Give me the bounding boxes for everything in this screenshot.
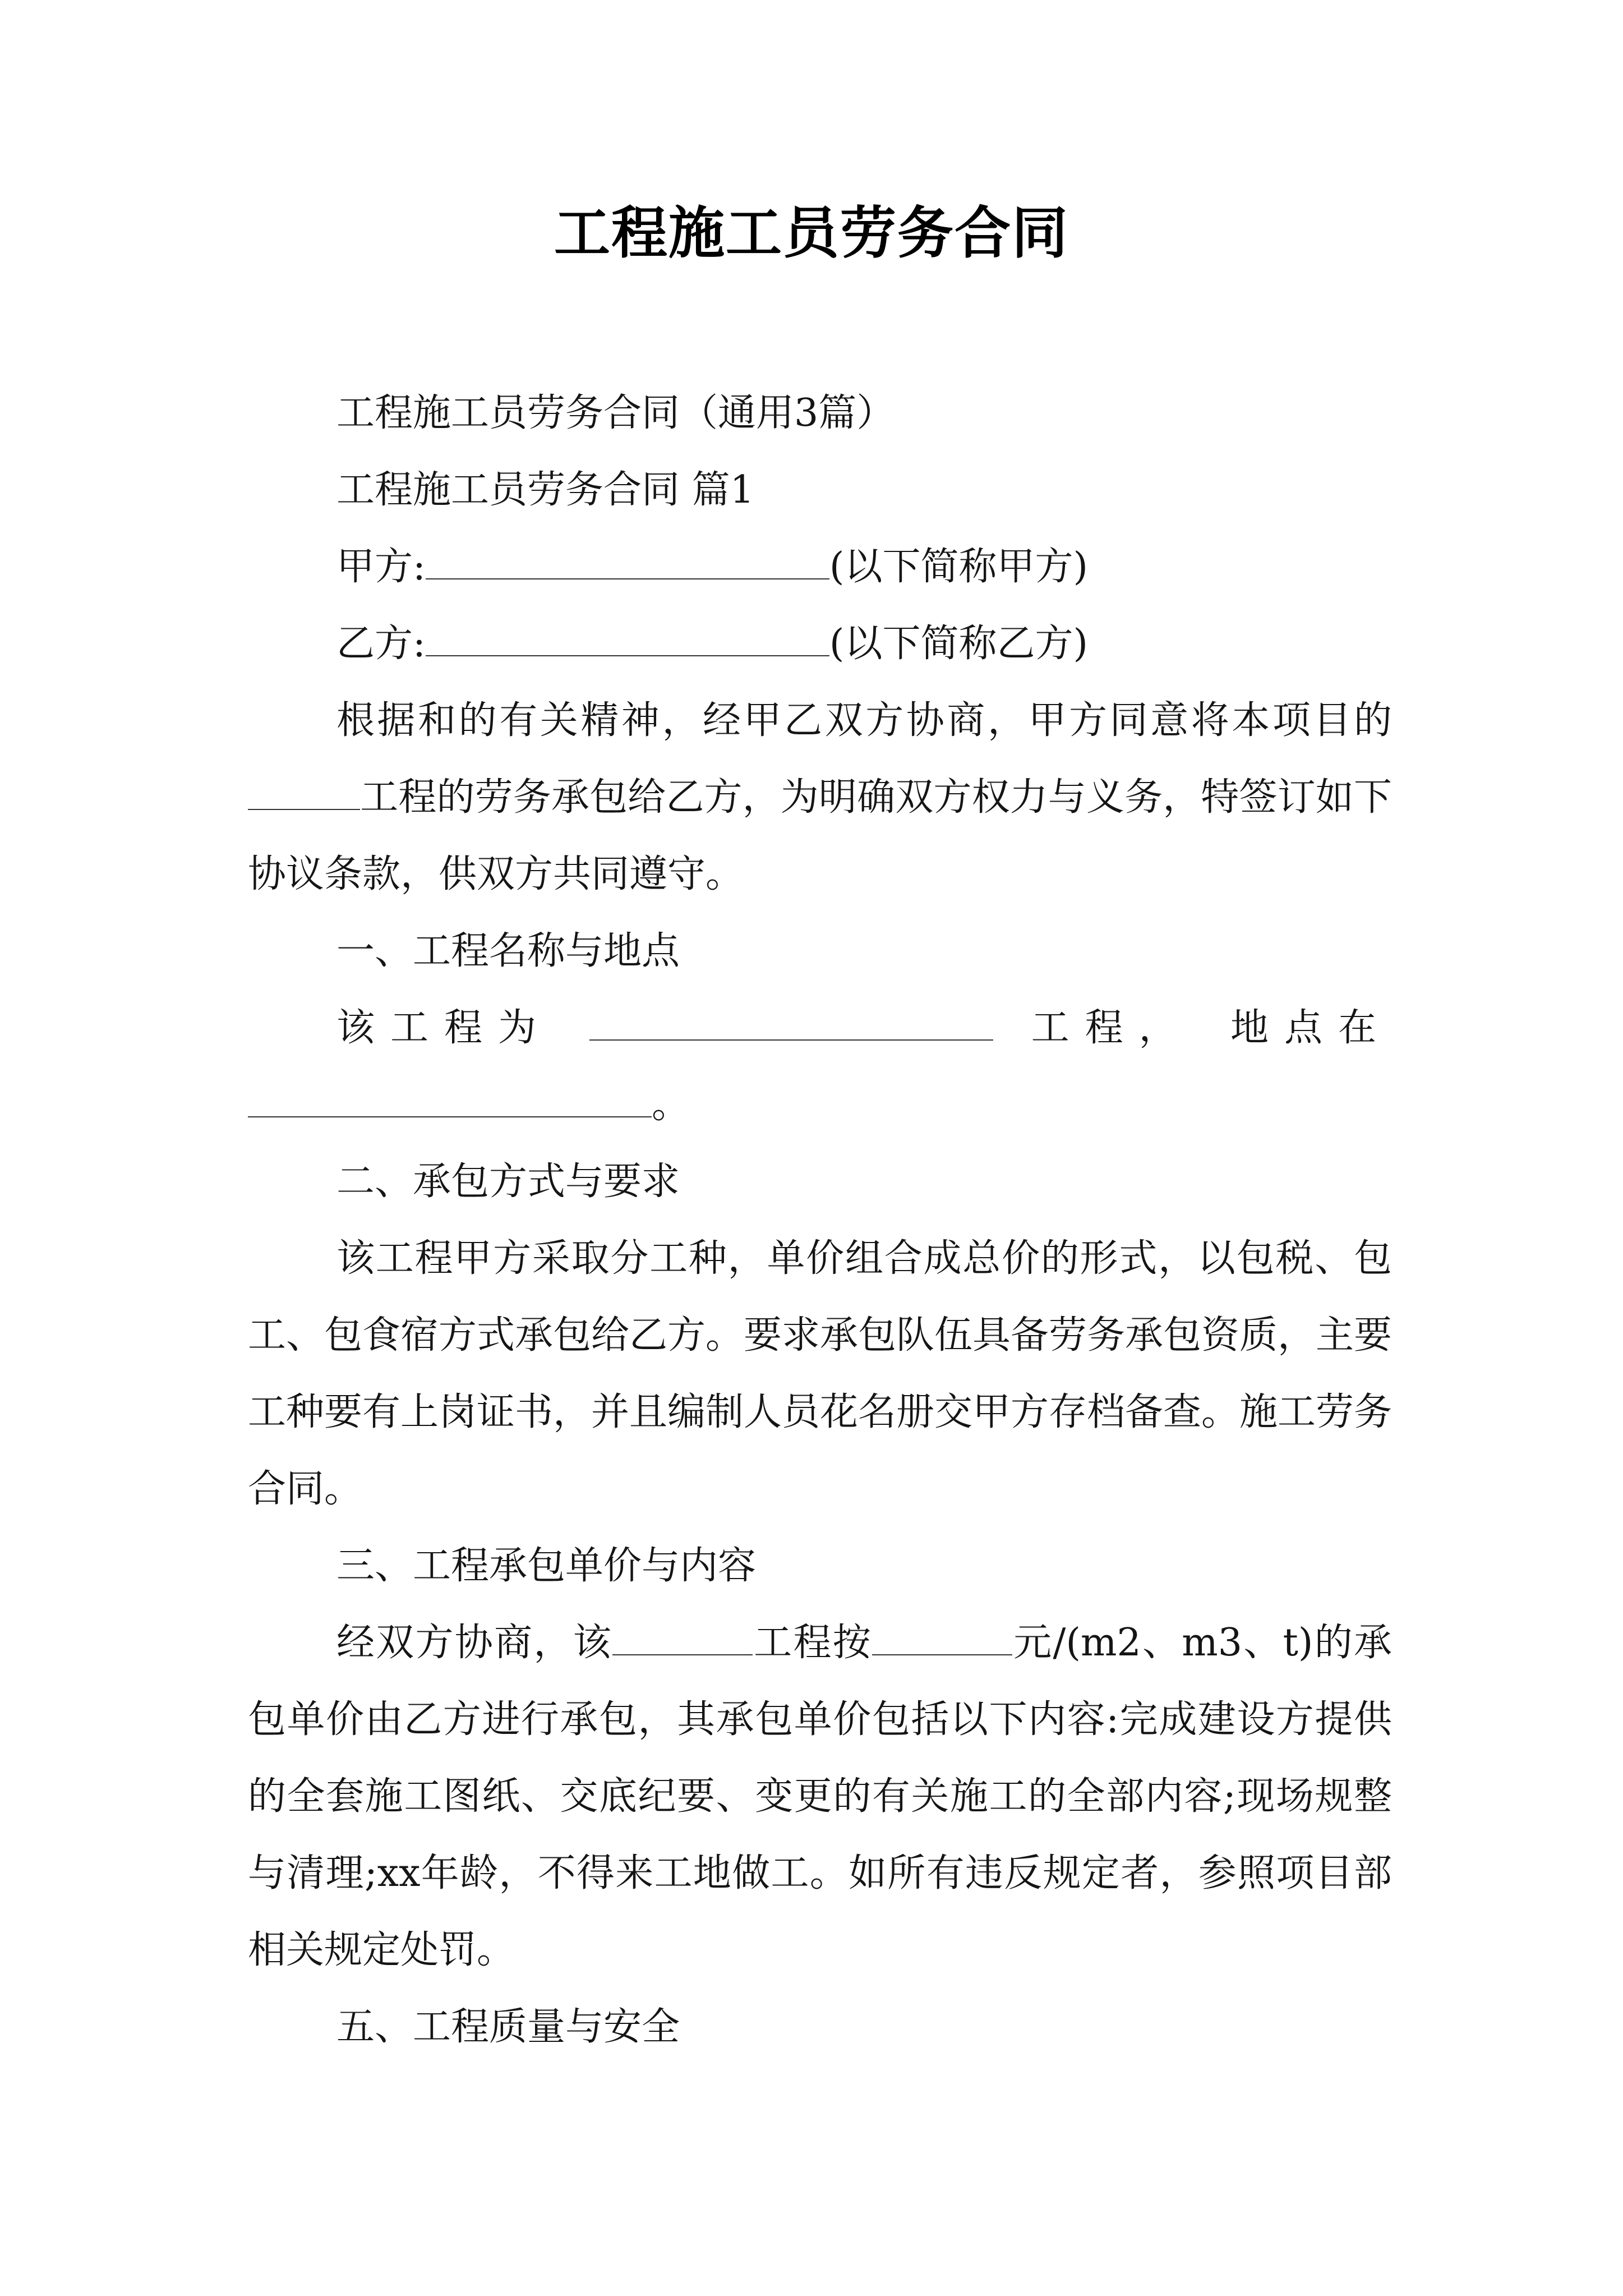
document-body	[248, 375, 1392, 2065]
section3-body	[248, 1604, 1392, 1989]
section1-line	[248, 990, 1392, 1066]
party-b-blank	[426, 619, 829, 656]
intro-text-2: 工程的劳务承包给乙方，为明确双方权力与义务，特签订如下协议条款，供双方共同遵守。	[248, 775, 1392, 896]
section3-blank-2	[872, 1618, 1012, 1655]
intro-paragraph	[248, 682, 1392, 913]
party-a-line	[248, 528, 1392, 605]
section1-text-c: 地点在	[1230, 1006, 1392, 1050]
section3-text-2: 工程按	[752, 1621, 872, 1665]
intro-text-1: 根据和的有关精神，经甲乙双方协商，甲方同意将本项目的	[336, 698, 1392, 743]
section1-text-a: 该工程为	[336, 1006, 552, 1050]
section5-heading: 五、工程质量与安全	[336, 2005, 680, 2049]
party-a-suffix: (以下简称甲方)	[829, 545, 1088, 589]
section2-heading: 二、承包方式与要求	[336, 1159, 680, 1204]
party-b-suffix: (以下简称乙方)	[829, 622, 1088, 666]
party-b-label: 乙方:	[336, 622, 426, 666]
party-a-label: 甲方:	[336, 545, 426, 589]
part-heading: 工程施工员劳务合同 篇1	[336, 468, 754, 512]
section3-text-1: 经双方协商，该	[336, 1621, 612, 1665]
location-blank	[248, 1080, 652, 1117]
party-b-line	[248, 605, 1392, 682]
section2-body: 该工程甲方采取分工种，单价组合成总价的形式，以包税、包工、包食宿方式承包给乙方。要求承包队伍具备劳务承包资质，主要工种要有上岗证书，并且编制人员花名册交甲方存档备查。施工劳务合同。	[248, 1236, 1393, 1511]
intro-blank	[248, 773, 360, 810]
section1-heading: 一、工程名称与地点	[336, 929, 680, 973]
section1-text-b: 工程，	[1031, 1006, 1193, 1050]
section1-end: 。	[652, 1083, 690, 1127]
document-title: 工程施工员劳务合同	[554, 200, 1069, 266]
project-name-blank	[589, 1004, 993, 1041]
section3-heading: 三、工程承包单价与内容	[336, 1544, 757, 1588]
party-a-blank	[426, 542, 829, 579]
subtitle: 工程施工员劳务合同（通用3篇）	[336, 391, 895, 435]
section1-line-2	[248, 1066, 1392, 1143]
section3-blank-1	[612, 1618, 753, 1655]
section3-text-3: 元/(m2、m3、t)的承包单价由乙方进行承包，其承包单价包括以下内容:完成建设方提供的全套施工图纸、交底纪要、变更的有关施工的全部内容;现场规整与清理;xx年龄，不得来工地做工。如所有违反规定者，参照项目部相关规定处罚。	[248, 1621, 1392, 1972]
